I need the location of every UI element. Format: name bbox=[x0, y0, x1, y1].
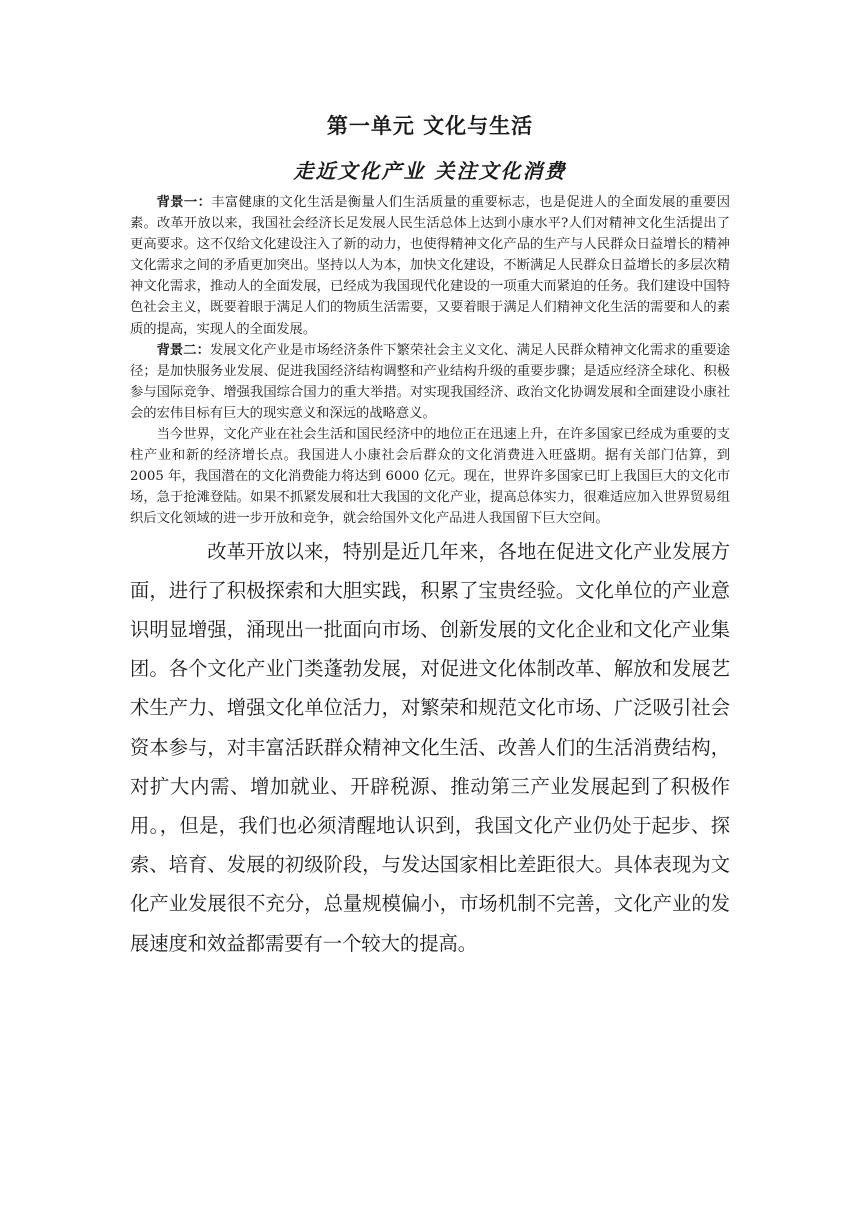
background-two-label: 背景二： bbox=[156, 342, 210, 358]
background-one-paragraph bbox=[130, 192, 730, 340]
background-one-label: 背景一： bbox=[156, 195, 212, 210]
main-body-paragraph: 改革开放以来，特别是近几年来，各地在促进文化产业发展方面，进行了积极探索和大胆实践，积累了宝贵经验。文化单位的产业意识明显增强，涌现出一批面向市场、创新发展的文化企业和文化产业集团。各个文化产业门类蓬勃发展，对促进文化体制改革、解放和发展艺术生产力、增强文化单位活力，对繁荣和规范文化市场、广泛吸引社会资本参与，对丰富活跃群众精神文化生活、改善人们的生活消费结构，对扩大内需、增加就业、开辟税源、推动第三产业发展起到了积极作用。，但是，我们也必须清醒地认识到，我国文化产业仍处于起步、探索、培育、发展的初级阶段，与发达国家相比差距很大。具体表现为文化产业发展很不充分，总量规模偏小，市场机制不完善，文化产业的发展速度和效益都需要有一个较大的提高。 bbox=[130, 539, 730, 955]
background-one-text: 丰富健康的文化生活是衡量人们生活质量的重要标志，也是促进人的全面发展的重要因素。改革开放以来，我国社会经济长足发展人民生活总体上达到小康水平?人们对精神文化生活提出了更高要求。这不仅给文化建设注入了新的动力，也使得精神文化产品的生产与人民群众日益增长的精神文化需求之间的矛盾更加突出。坚持以人为本，加快文化建设，不断满足人民群众日益增长的多层次精神文化需求，推动人的全面发展，已经成为我国现代化建设的一项重大而紧迫的任务。我们建设中国特色社会主义，既要着眼于满足人们的物质生活需要，又要着眼于满足人们精神文化生活的需要和人的素质的提高，实现人的全面发展。 bbox=[130, 195, 731, 337]
document-page bbox=[130, 108, 730, 963]
world-culture-paragraph: 当今世界，文化产业在社会生活和国民经济中的地位正在迅速上升，在许多国家已经成为重要的支柱产业和新的经济增长点。我国进人小康社会后群众的文化消费进入旺盛期。据有关部门估算，到 2005 年，我国潜在的文化消费能力将达到 6000 亿元。现在，世界许多国家已盯上我国巨大的文化市场，急于抢滩登陆。如果不抓紧发展和壮大我国的文化产业，提高总体实力，很难适应加入世界贸易组织后文化领域的进一步开放和竞争，就会给国外文化产品进人我国留下巨大空间。 bbox=[130, 427, 730, 527]
unit-title: 第一单元 文化与生活 bbox=[326, 113, 534, 138]
background-two-paragraph bbox=[130, 340, 730, 424]
lesson-title: 走近文化产业 关注文化消费 bbox=[293, 159, 567, 183]
background-two-text: 发展文化产业是市场经济条件下繁荣社会主义文化、满足人民群众精神文化需求的重要途径；是加快服务业发展、促进我国经济结构调整和产业结构升级的重要步骤；是适应经济全球化、积极参与国际竞争、增强我国综合国力的重大举措。对实现我国经济、政治文化协调发展和全面建设小康社会的宏伟目标有巨大的现实意义和深远的战略意义。 bbox=[130, 342, 730, 421]
